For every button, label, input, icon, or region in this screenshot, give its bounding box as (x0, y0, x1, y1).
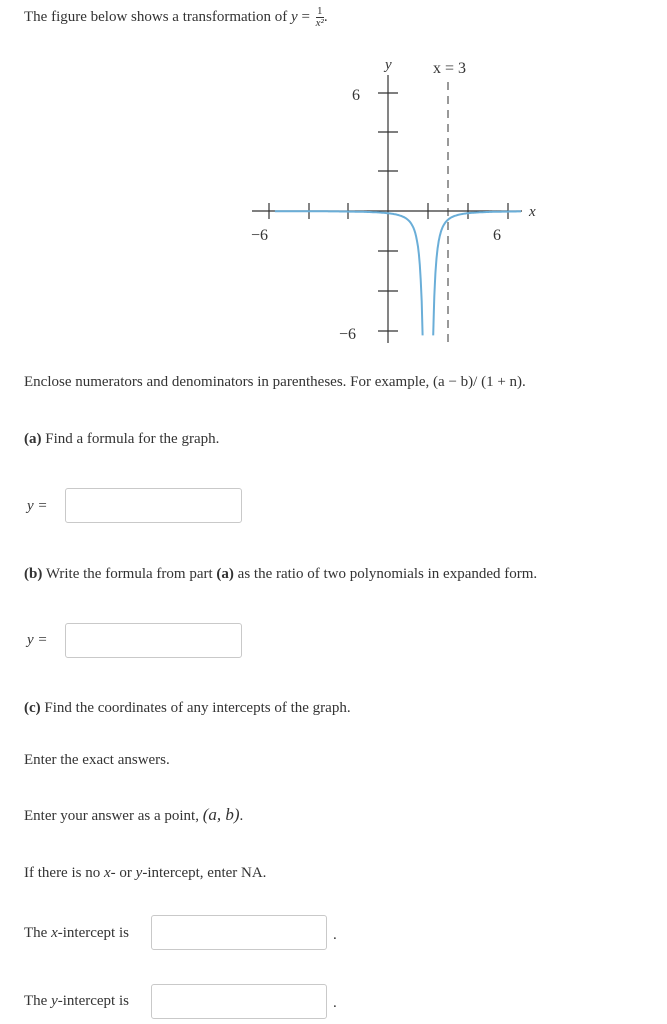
y-tick-label-top: 6 (352, 87, 360, 104)
part-a-input[interactable] (65, 488, 242, 523)
curve-right-branch (433, 211, 521, 335)
one-over-x-squared: $\frac{1}{\text{x²}}$ (315, 5, 324, 29)
exact-answers-note: Enter the exact answers. (24, 752, 170, 768)
x-intercept-input[interactable] (151, 915, 327, 950)
instruction-text: Enclose numerators and denominators in parentheses. For example, (a − b)/ (1 + n). (24, 374, 526, 390)
part-b-input[interactable] (65, 623, 242, 658)
part-c-prompt: (c) Find the coordinates of any intercepts of the graph. (24, 700, 351, 716)
asymptote-label: x = 3 (433, 60, 467, 77)
x-intercept-label: The x-intercept is (24, 925, 129, 941)
part-b-prompt: (b) Write the formula from part (a) as the ratio of two polynomials in expanded form. (24, 566, 538, 582)
intro-text: The figure below shows a transformation of y = $\frac{1}{\text{x²}}$ . (24, 5, 328, 29)
y-tick-label-bottom: −6 (339, 326, 357, 343)
y-intercept-label: The y-intercept is (24, 993, 129, 1009)
x-intercept-period: . (333, 927, 337, 943)
curve-left-branch (275, 211, 423, 335)
x-axis-label: x (529, 204, 536, 220)
y-axis-label: y (385, 57, 392, 73)
y-intercept-period: . (333, 995, 337, 1011)
part-a-prompt: (a) Find a formula for the graph. (24, 431, 220, 447)
part-b-prefix: y = (27, 632, 48, 648)
y-intercept-input[interactable] (151, 984, 327, 1019)
transformation-graph (0, 0, 667, 350)
point-format-hint: Enter your answer as a point, (a, b). (24, 805, 244, 824)
part-a-prefix: y = (27, 498, 48, 514)
na-hint: If there is no x- or y-intercept, enter NA. (24, 865, 267, 881)
x-tick-label-left: −6 (251, 227, 269, 244)
x-tick-label-right: 6 (493, 227, 501, 244)
